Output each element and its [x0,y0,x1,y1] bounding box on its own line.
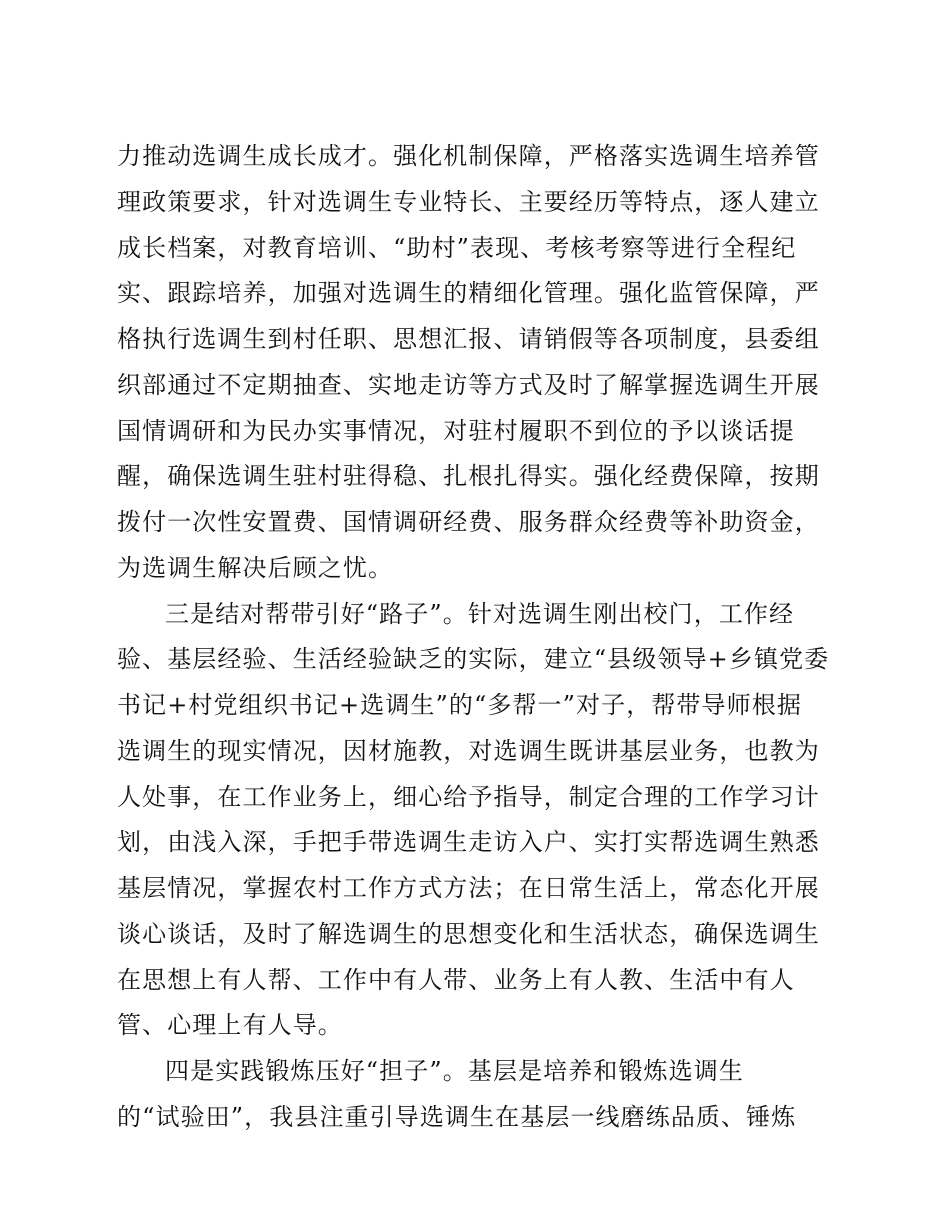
text-line: 拨付一次性安置费、国情调研经费、服务群众经费等补助资金， [117,508,820,536]
paragraph-heading-4: 四是实践锻炼压好“担子”。基层是培养和锻炼选调生 [165,1057,744,1085]
text-line: 谈心谈话，及时了解选调生的思想变化和生活状态，确保选调生 [117,920,820,948]
text-line: 书记+村党组织书记+选调生”的“多帮一”对子，帮带导师根据 [117,691,802,719]
text-line: 划，由浅入深，手把手带选调生走访入户、实打实帮选调生熟悉 [117,828,820,856]
text-line: 基层情况，掌握农村工作方式方法；在日常生活上，常态化开展 [117,874,820,902]
text-line: 为选调生解决后顾之忧。 [117,554,394,582]
text-line: 国情调研和为民办实事情况，对驻村履职不到位的予以谈话提 [117,417,795,445]
paragraph-heading-3: 三是结对帮带引好“路子”。针对选调生刚出校门，工作经 [165,600,795,628]
text-line: 理政策要求，针对选调生专业特长、主要经历等特点，逐人建立 [117,188,820,216]
text-line: 实、跟踪培养，加强对选调生的精细化管理。强化监管保障，严 [117,279,820,307]
text-line: 醒，确保选调生驻村驻得稳、扎根扎得实。强化经费保障，按期 [117,462,820,490]
text-line: 在思想上有人帮、工作中有人带、业务上有人教、生活中有人 [117,966,795,994]
text-line: 验、基层经验、生活经验缺乏的实际，建立“县级领导+乡镇党委 [117,645,830,673]
text-line: 格执行选调生到村任职、思想汇报、请销假等各项制度，县委组 [117,325,820,353]
text-line: 人处事，在工作业务上，细心给予指导，制定合理的工作学习计 [117,783,820,811]
text-line: 力推动选调生成长成才。强化机制保障，严格落实选调生培养管 [117,142,820,170]
text-line: 管、心理上有人导。 [117,1011,343,1039]
text-line: 选调生的现实情况，因材施教，对选调生既讲基层业务，也教为 [117,737,820,765]
text-line: 的“试验田”，我县注重引导选调生在基层一线磨练品质、锤炼 [117,1103,797,1131]
text-line: 成长档案，对教育培训、“助村”表现、考核考察等进行全程纪 [117,234,797,262]
text-line: 织部通过不定期抽查、实地走访等方式及时了解掌握选调生开展 [117,371,820,399]
